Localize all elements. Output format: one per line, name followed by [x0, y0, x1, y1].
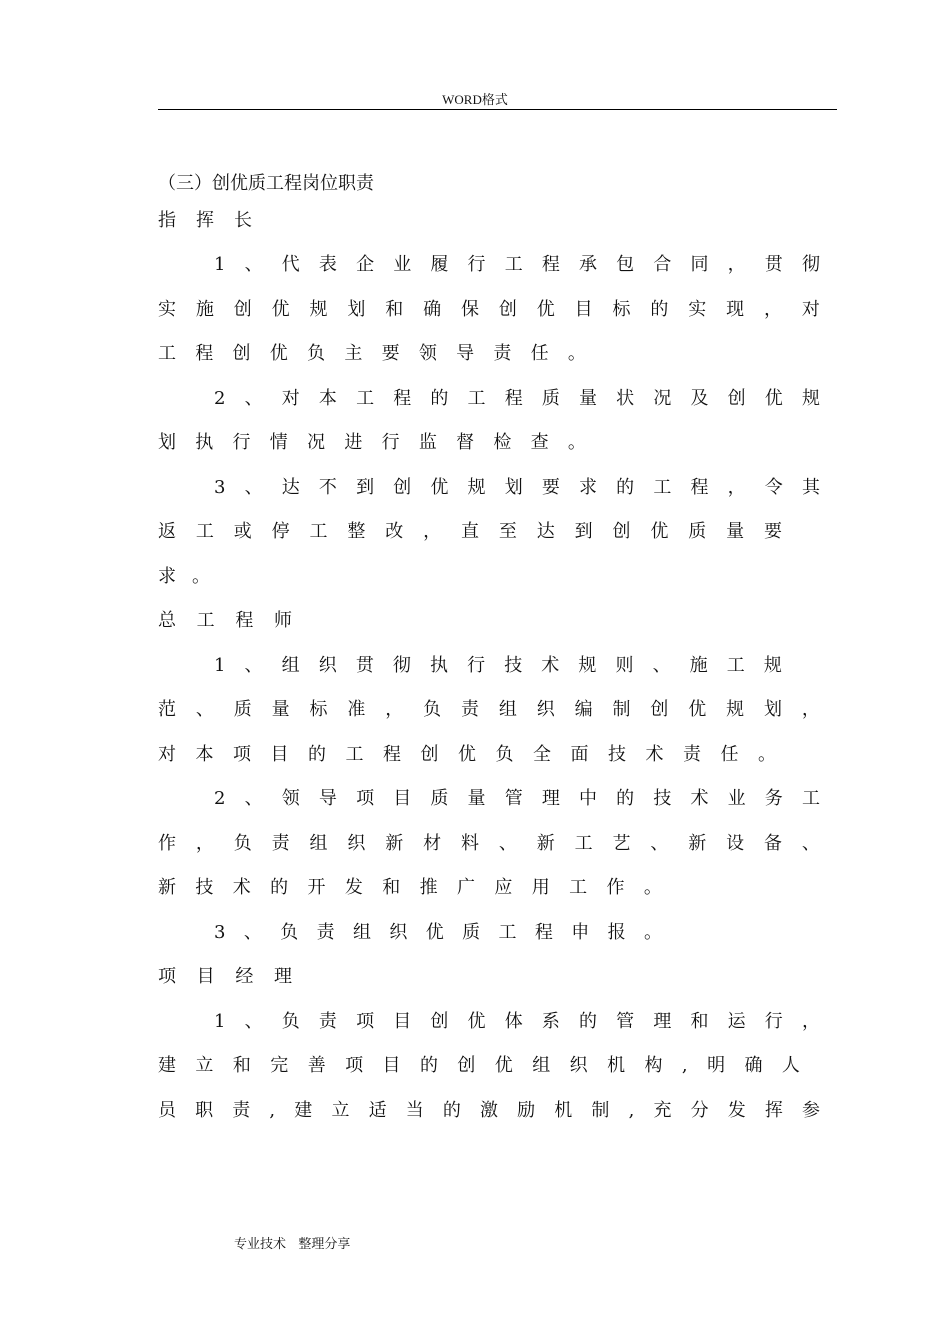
text-line: 指 挥 长 [158, 210, 252, 231]
text-line: 1 、 代 表 企 业 履 行 工 程 承 包 合 同 ， 贯 彻 [214, 254, 820, 275]
text-line: 范 、 质 量 标 准 ， 负 责 组 织 编 制 创 优 规 划 ， [158, 699, 820, 720]
page-footer: 专业技术 整理分享 [234, 1237, 351, 1252]
text-line: 对 本 项 目 的 工 程 创 优 负 全 面 技 术 责 任 。 [158, 744, 776, 765]
text-line: 员 职 责 , 建 立 适 当 的 激 励 机 制 , 充 分 发 挥 参 [158, 1100, 820, 1121]
page-header: WORD格式 [442, 92, 508, 107]
text-line: 1 、 负 责 项 目 创 优 体 系 的 管 理 和 运 行 ， [214, 1011, 820, 1032]
text-line: 2 、 对 本 工 程 的 工 程 质 量 状 况 及 创 优 规 [214, 388, 820, 409]
text-line: 1 、 组 织 贯 彻 执 行 技 术 规 则 、 施 工 规 [214, 655, 782, 676]
text-line: 总 工 程 师 [158, 610, 292, 631]
text-line: 作 ， 负 责 组 织 新 材 料 、 新 工 艺 、 新 设 备 、 [158, 833, 820, 854]
text-line: 新 技 术 的 开 发 和 推 广 应 用 工 作 。 [158, 877, 662, 898]
section-title: （三）创优质工程岗位职责 [158, 173, 374, 194]
header-rule [158, 109, 837, 110]
text-line: 实 施 创 优 规 划 和 确 保 创 优 目 标 的 实 现 ， 对 [158, 299, 820, 320]
text-line: 返 工 或 停 工 整 改 ， 直 至 达 到 创 优 质 量 要 [158, 521, 782, 542]
text-line: 3 、 达 不 到 创 优 规 划 要 求 的 工 程 ， 令 其 [214, 477, 820, 498]
text-line: 建 立 和 完 善 项 目 的 创 优 组 织 机 构 , 明 确 人 [158, 1055, 800, 1076]
text-line: 3 、 负 责 组 织 优 质 工 程 申 报 。 [214, 922, 662, 943]
text-line: 工 程 创 优 负 主 要 领 导 责 任 。 [158, 343, 586, 364]
text-line: 求 。 [158, 566, 210, 587]
text-line: 划 执 行 情 况 进 行 监 督 检 查 。 [158, 432, 586, 453]
text-line: 项 目 经 理 [158, 966, 292, 987]
text-line: 2 、 领 导 项 目 质 量 管 理 中 的 技 术 业 务 工 [214, 788, 820, 809]
